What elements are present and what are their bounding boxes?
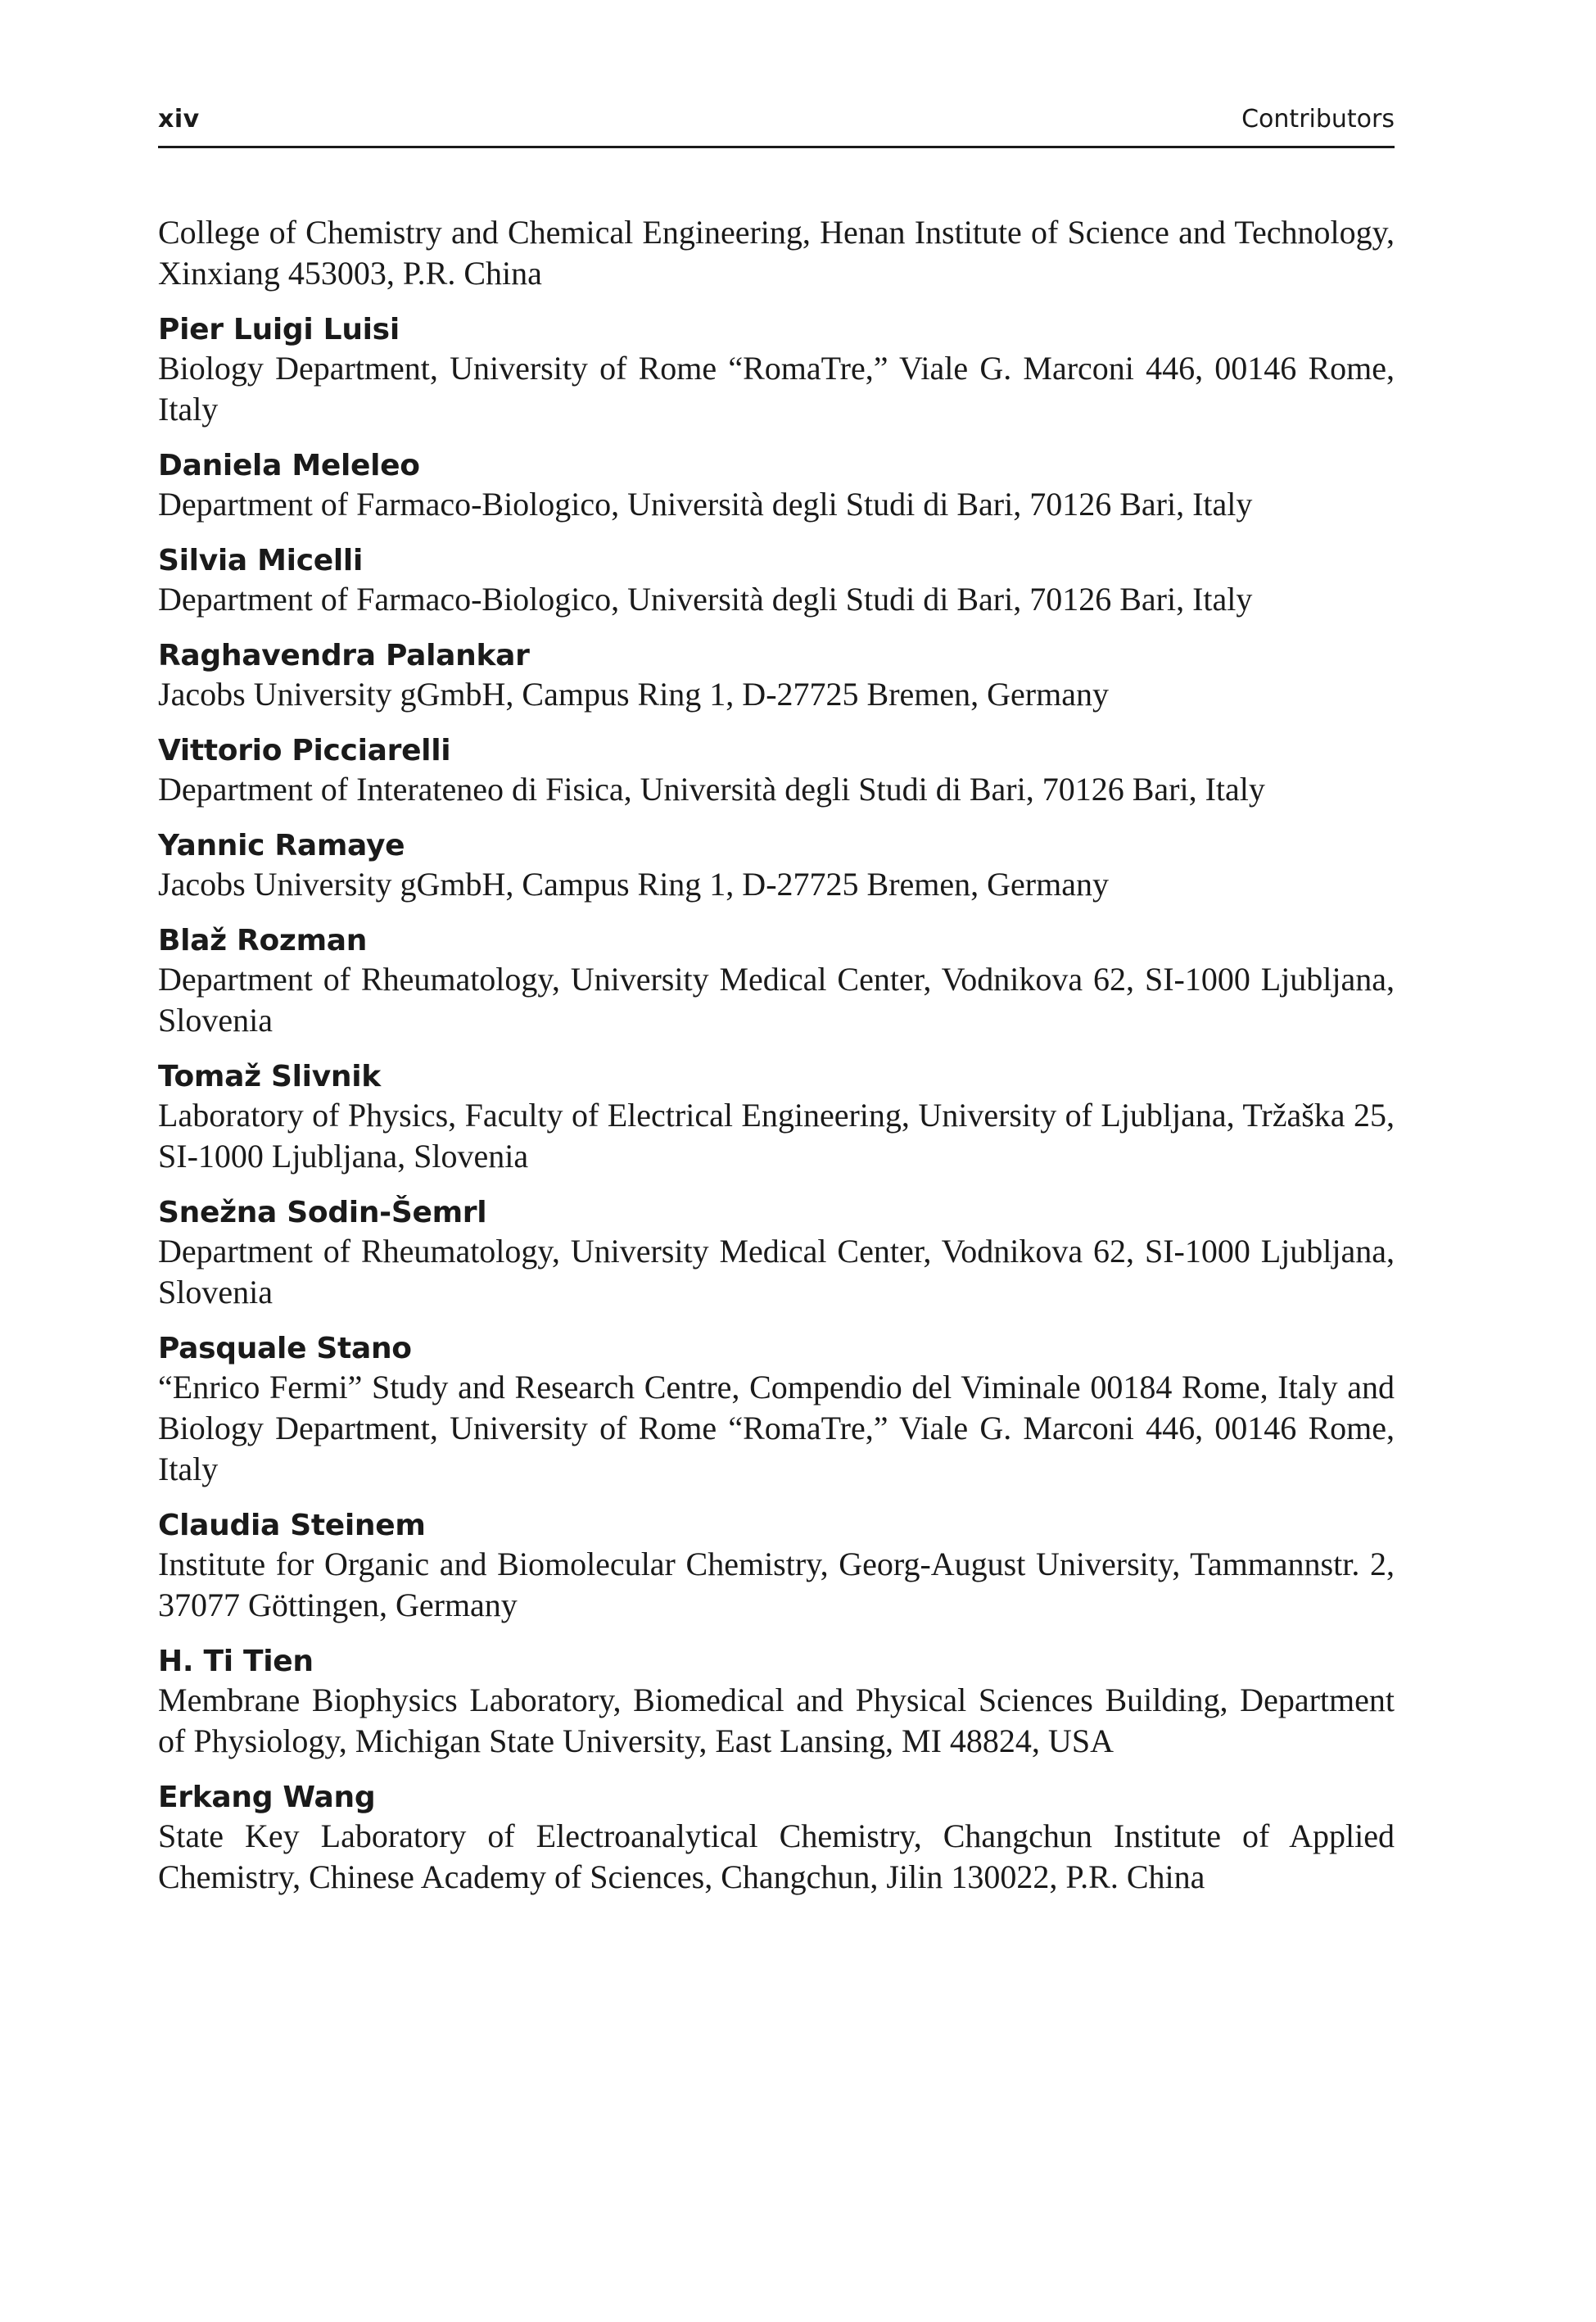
contributor-name: Yannic Ramaye [158, 829, 405, 862]
page-header [158, 105, 1395, 148]
contributor-affiliation: Department of Interateneo di Fisica, Università degli Studi di Bari, 70126 Bari, Italy [158, 771, 1265, 808]
contributor-name: H. Ti Tien [158, 1645, 314, 1678]
contributor-affiliation: Membrane Biophysics Laboratory, Biomedical and Physical Sciences Building, Department of Physiology, Michigan State University, East Lansing, MI 48824, USA [158, 1682, 1395, 1759]
contributor-name: Raghavendra Palankar [158, 639, 530, 672]
contributor-affiliation: Jacobs University gGmbH, Campus Ring 1, D-27725 Bremen, Germany [158, 866, 1109, 903]
contributor-entry [158, 1644, 1395, 1762]
contributor-entry [158, 923, 1395, 1041]
contributor-affiliation: Jacobs University gGmbH, Campus Ring 1, D-27725 Bremen, Germany [158, 676, 1109, 713]
contributor-name: Pier Luigi Luisi [158, 313, 400, 346]
contributor-name: Erkang Wang [158, 1781, 376, 1814]
contributor-affiliation: “Enrico Fermi” Study and Research Centre, Compendio del Viminale 00184 Rome, Italy and Biology Department, University of Rome “RomaTre,” Viale G. Marconi 446, 00146 Rome, Italy [158, 1369, 1395, 1487]
contributor-affiliation: College of Chemistry and Chemical Engineering, Henan Institute of Science and Technology, Xinxiang 453003, P.R. China [158, 214, 1395, 292]
contributor-affiliation: Department of Farmaco-Biologico, Università degli Studi di Bari, 70126 Bari, Italy [158, 486, 1253, 523]
contributor-name: Daniela Meleleo [158, 449, 420, 482]
contributor-entry [158, 1508, 1395, 1626]
contributor-name: Pasquale Stano [158, 1332, 412, 1365]
contributor-name: Blaž Rozman [158, 924, 368, 957]
contributor-name: Tomaž Slivnik [158, 1060, 381, 1093]
contributor-name: Vittorio Picciarelli [158, 734, 451, 767]
contributor-entry [158, 733, 1395, 810]
contributor-entry [158, 1331, 1395, 1490]
book-page [158, 105, 1395, 1916]
page-number: xiv [158, 105, 200, 134]
contributor-affiliation: Department of Rheumatology, University Medical Center, Vodnikova 62, SI-1000 Ljubljana, Slovenia [158, 1233, 1395, 1310]
contributor-entry [158, 638, 1395, 715]
contributor-affiliation: Biology Department, University of Rome “RomaTre,” Viale G. Marconi 446, 00146 Rome, Italy [158, 350, 1395, 428]
contributor-entry [158, 1780, 1395, 1898]
contributor-entry [158, 312, 1395, 430]
contributor-name: Silvia Micelli [158, 544, 363, 577]
contributor-affiliation: Department of Rheumatology, University Medical Center, Vodnikova 62, SI-1000 Ljubljana, Slovenia [158, 961, 1395, 1039]
contributor-entry-continued [158, 212, 1395, 294]
contributor-affiliation: Department of Farmaco-Biologico, Università degli Studi di Bari, 70126 Bari, Italy [158, 581, 1253, 618]
contributor-entry [158, 828, 1395, 905]
contributor-entry [158, 1059, 1395, 1177]
contributor-name: Claudia Steinem [158, 1509, 426, 1542]
contributor-affiliation: Laboratory of Physics, Faculty of Electrical Engineering, University of Ljubljana, Tržaška 25, SI-1000 Ljubljana, Slovenia [158, 1097, 1395, 1175]
running-title: Contributors [1241, 105, 1395, 134]
contributor-entry [158, 448, 1395, 525]
contributor-entry [158, 1195, 1395, 1313]
contributor-affiliation: Institute for Organic and Biomolecular Chemistry, Georg-August University, Tammannstr. 2, 37077 Göttingen, Germany [158, 1546, 1395, 1623]
contributor-affiliation: State Key Laboratory of Electroanalytical Chemistry, Changchun Institute of Applied Chemistry, Chinese Academy of Sciences, Changchun, Jilin 130022, P.R. China [158, 1817, 1395, 1895]
contributor-list [158, 212, 1395, 1898]
contributor-name: Snežna Sodin-Šemrl [158, 1196, 487, 1229]
contributor-entry [158, 543, 1395, 620]
